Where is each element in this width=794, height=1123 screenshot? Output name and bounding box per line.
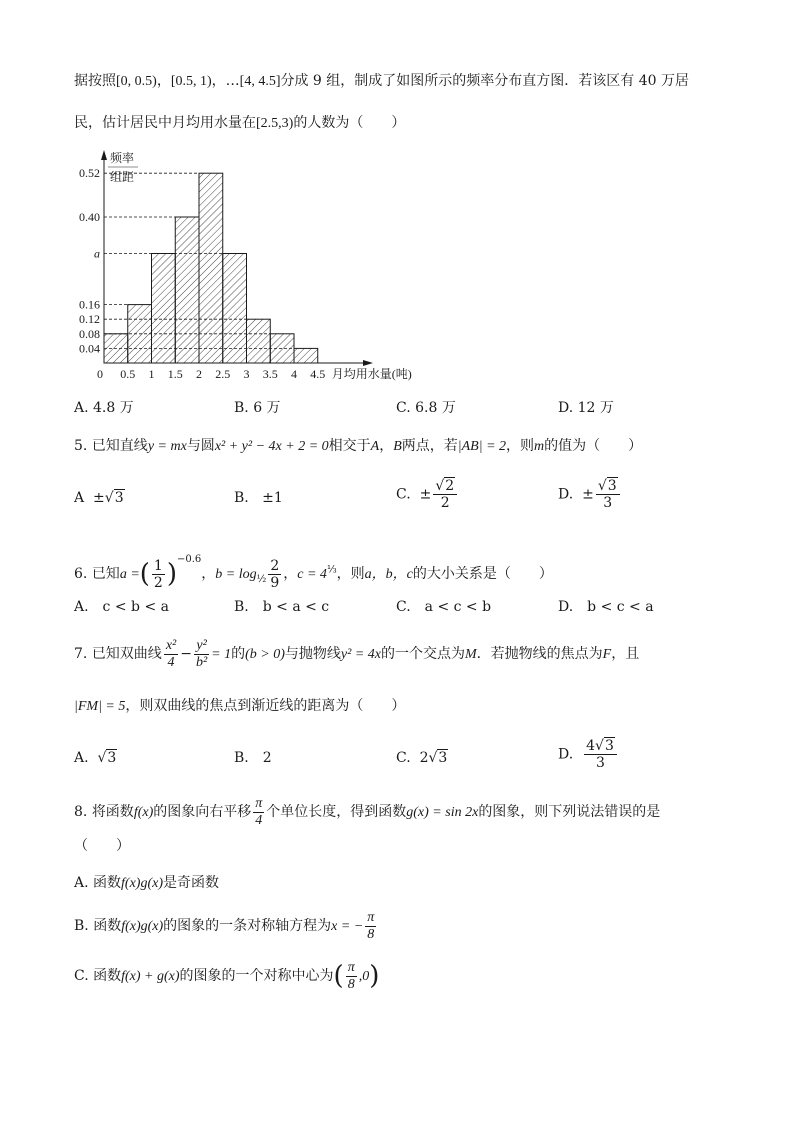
- intro-text: 民，估计居民中月均用水量在: [74, 115, 256, 131]
- q7-option-d[interactable]: D. $\frac{4√3}{3}$: [558, 738, 619, 771]
- q5-option-a[interactable]: A ±√3: [74, 490, 124, 506]
- math: c = 4: [297, 567, 327, 582]
- q4-option-d[interactable]: D. 12 万: [558, 400, 614, 416]
- math: x² + y² − 4x + 2 = 0: [214, 439, 329, 454]
- question-number: 7.: [74, 646, 88, 662]
- intro-text: 的人数为（ ）: [293, 115, 406, 131]
- q8-option-b[interactable]: B. 函数f(x)g(x)的图象的一条对称轴方程为x = − $\frac{\pi}{8}$: [74, 909, 375, 942]
- x-axis-arrow: [363, 360, 373, 366]
- q6-option-a[interactable]: A. c < b < a: [74, 599, 169, 615]
- y-tick-label: 0.04: [79, 341, 100, 356]
- x-tick-label: 4: [291, 367, 297, 381]
- question-number: 5.: [74, 438, 88, 454]
- math: B: [393, 439, 402, 454]
- q-text: 相交于: [328, 438, 371, 454]
- x-tick-label: 0.5: [120, 367, 136, 381]
- math: A: [370, 439, 380, 454]
- intro-line-2: [74, 113, 405, 134]
- math: m: [534, 439, 545, 454]
- q7-option-b[interactable]: B. 2: [234, 750, 272, 766]
- x-tick-label: 4.5: [310, 367, 326, 381]
- q4-option-a[interactable]: A. 4.8 万: [74, 400, 134, 416]
- y-tick-label: 0.52: [79, 166, 100, 181]
- q4-option-c[interactable]: C. 6.8 万: [396, 400, 456, 416]
- q-text: 的值为（ ）: [544, 438, 643, 454]
- x-tick-label: 3: [243, 367, 250, 381]
- x-tick-label: 1.5: [167, 367, 183, 381]
- histogram-bar: [175, 217, 199, 363]
- histogram-bar: [223, 254, 247, 364]
- interval: [0, 0.5): [116, 74, 157, 89]
- intro-text: 分成 9 组，制成了如图所示的频率分布直方图．若该区有 40 万居: [280, 73, 690, 89]
- ellipsis: …: [225, 73, 240, 89]
- math: |AB| = 2: [457, 439, 507, 454]
- y-axis-arrow: [101, 150, 107, 160]
- math: b = log: [215, 567, 257, 582]
- y-axis-label-top: 频率: [110, 151, 135, 165]
- q5-option-b[interactable]: B. ±1: [234, 490, 283, 506]
- q6-option-b[interactable]: B. b < a < c: [234, 599, 330, 615]
- histogram-bar: [247, 319, 271, 363]
- q-text: 两点，若: [401, 438, 458, 454]
- q4-option-b[interactable]: B. 6 万: [234, 400, 281, 416]
- q-text: ，: [379, 438, 394, 454]
- q6-option-c[interactable]: C. a < c < b: [396, 599, 492, 615]
- q-text: 已知直线: [91, 438, 148, 454]
- x-axis-label: 月均用水量(吨): [331, 367, 412, 381]
- frequency-histogram: [66, 148, 436, 388]
- intro-text: 据按照: [74, 73, 116, 89]
- q-text: 与圆: [186, 438, 215, 454]
- q8-option-a[interactable]: A. 函数f(x)g(x)是奇函数: [74, 875, 219, 891]
- q6-option-d[interactable]: D. b < c < a: [558, 599, 654, 615]
- interval: [2.5,3): [256, 116, 294, 131]
- question-number: 6.: [74, 566, 88, 582]
- interval: [4, 4.5]: [239, 74, 281, 89]
- question-7: 7. 已知双曲线 $\frac{\text{x²}}{4}$ − $\frac{\text{y²}}{\text{b²}}$ = 1的(b > 0)与抛物线y² = 4x的一个交点为M．若抛物线的焦点为F，且: [74, 637, 640, 670]
- y-tick-label: 0.08: [79, 326, 100, 341]
- y-tick-label: 0.16: [79, 297, 100, 312]
- math: a，b，c: [364, 567, 413, 582]
- x-tick-label: 0: [97, 367, 103, 381]
- x-tick-label: 3.5: [262, 367, 278, 381]
- question-8: 8. 将函数f(x)的图象向右平移 $\frac{\pi}{4}$ 个单位长度，得到函数g(x) = sin 2x的图象，则下列说法错误的是: [74, 795, 661, 828]
- q5-option-d[interactable]: D. ± $\frac{√3}{3}$: [558, 478, 622, 511]
- y-tick-label: 0.12: [79, 312, 100, 327]
- question-6: 6. 已知a =( $\frac{1}{2}$ )$^{-0.6}$，$b = \log_{\frac{1}{2}}$ $\frac{2}{9}$ ，$c = 4^{\frac{1}{3}}$，则a，b，c的大小关系是（ ）: [74, 554, 553, 591]
- question-number: 8.: [74, 804, 88, 820]
- histogram-bar: [199, 173, 223, 363]
- question-5: [74, 436, 642, 457]
- x-tick-label: 2: [196, 367, 202, 381]
- q5-option-c[interactable]: C. ± $\frac{√2}{2}$: [396, 478, 459, 511]
- histogram-bar: [294, 348, 318, 363]
- math: y = mx: [147, 439, 187, 454]
- x-tick-label: 1: [148, 367, 155, 381]
- intro-line-1: 据按照[0, 0.5)，[0.5, 1)，…[4, 4.5]分成 9 组，制成了如图所示的频率分布直方图．若该区有 40 万居: [74, 73, 690, 89]
- y-tick-label: a: [94, 246, 100, 261]
- interval: [0.5, 1): [170, 74, 212, 89]
- x-tick-label: 2.5: [215, 367, 231, 381]
- q7-option-c[interactable]: C. 2√3: [396, 750, 448, 766]
- math: a =: [119, 567, 140, 582]
- q-text: ，则: [506, 438, 535, 454]
- question-8-blank: （ ）: [74, 838, 130, 854]
- question-7-line-2: |FM| = 5，则双曲线的焦点到渐近线的距离为（ ）: [74, 698, 406, 714]
- q-text: 已知: [91, 566, 120, 582]
- y-tick-label: 0.40: [79, 210, 100, 224]
- q8-option-c[interactable]: C. 函数f(x) + g(x)的图象的一个对称中心为( $\frac{\pi}{8}$ ,0): [74, 959, 380, 992]
- histogram-bar: [152, 254, 176, 364]
- y-axis-label-bottom: 组距: [110, 170, 135, 184]
- q7-option-a[interactable]: A. √3: [74, 750, 117, 766]
